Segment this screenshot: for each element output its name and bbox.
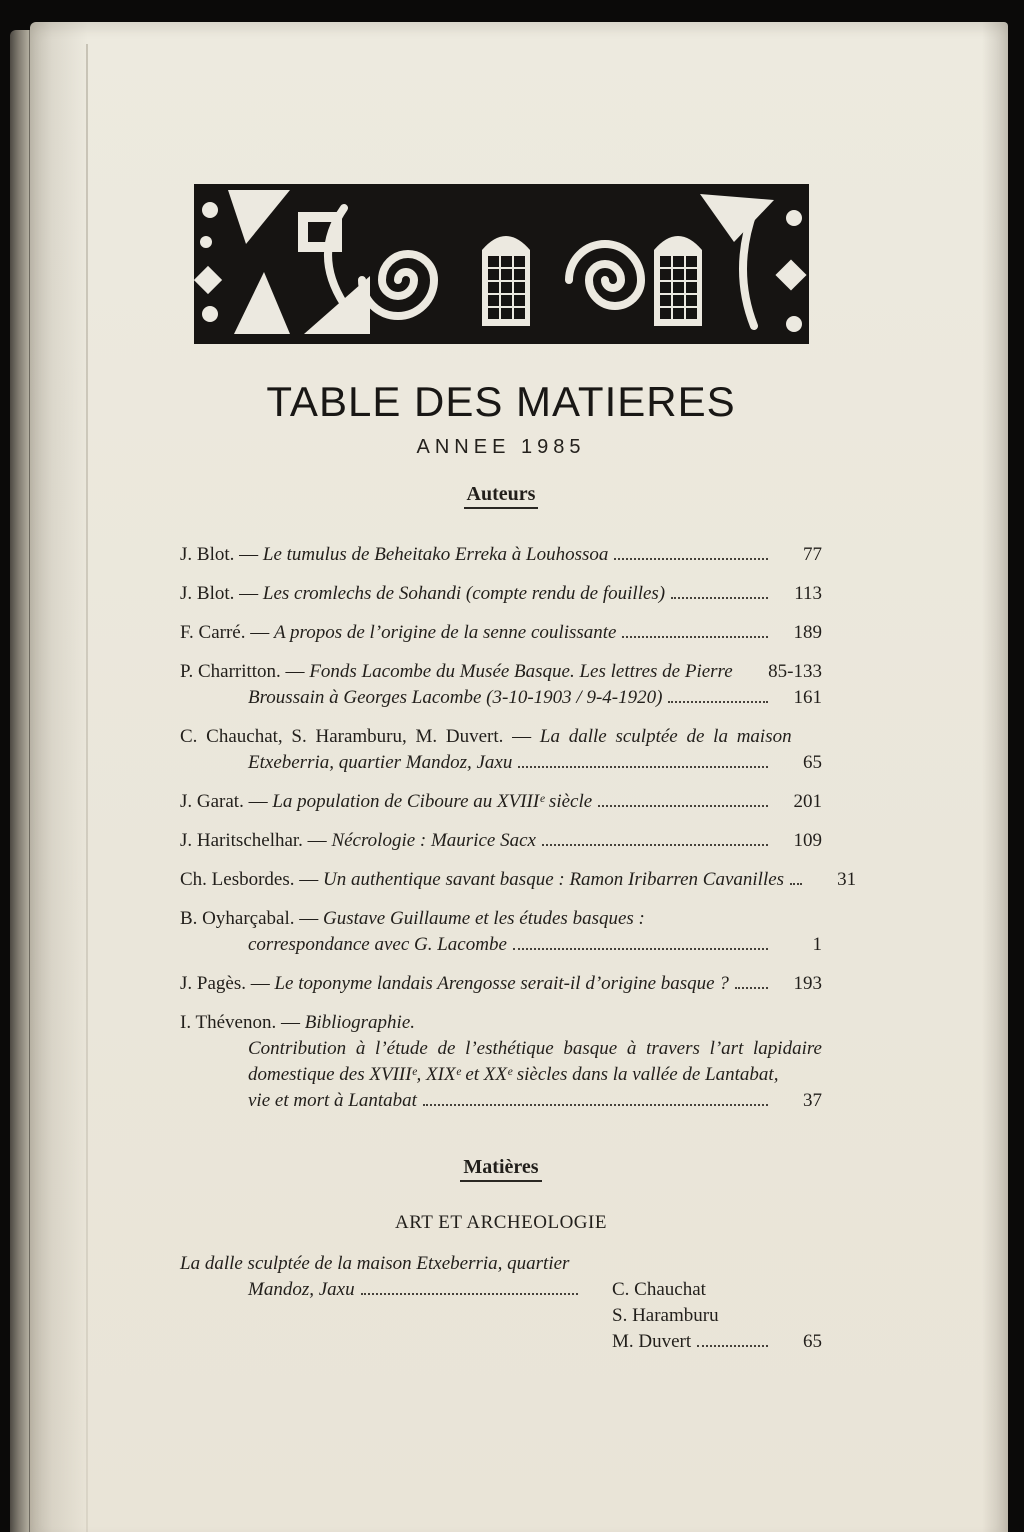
matieres-heading: Matières xyxy=(180,1156,822,1182)
toc-entry xyxy=(180,1010,822,1114)
entry-author: C. Chauchat, S. Haramburu, M. Duvert. — xyxy=(180,726,540,747)
entry-page-number: 77 xyxy=(803,544,822,565)
dot-leader xyxy=(513,945,768,950)
book-page xyxy=(30,22,1008,1532)
entry-title: Bibliographie. xyxy=(304,1012,416,1033)
dot-leader xyxy=(735,984,768,989)
dot-leader xyxy=(518,763,768,768)
page-edge-stack xyxy=(10,30,30,1532)
basque-frieze-icon xyxy=(194,184,809,344)
entry-author: J. Pagès. — xyxy=(180,973,275,994)
dot-leader xyxy=(614,555,768,560)
dot-leader xyxy=(668,698,768,703)
entry-page-number: 113 xyxy=(794,583,822,604)
entry-page-number: 65 xyxy=(803,752,822,773)
toc-auteurs-list xyxy=(180,542,857,1114)
entry-title: La dalle sculptée de la maison xyxy=(539,726,792,747)
entry-title: correspondance avec G. Lacombe xyxy=(248,934,507,955)
dot-leader xyxy=(361,1290,578,1295)
dot-leader xyxy=(671,594,768,599)
entry-title: Gustave Guillaume et les études basques : xyxy=(322,908,645,929)
entry-author: M. Duvert xyxy=(612,1331,692,1352)
entry-page-number: 193 xyxy=(793,973,822,994)
entry-title: Nécrologie : Maurice Sacx xyxy=(331,830,536,851)
entry-author: P. Charritton. — xyxy=(180,661,310,682)
entry-author: J. Blot. — xyxy=(180,583,263,604)
toc-entry xyxy=(180,828,822,854)
entry-title: Le tumulus de Beheitako Erreka à Louhossoa xyxy=(262,544,609,565)
entry-title: Fonds Lacombe du Musée Basque. Les lettres de Pierre xyxy=(309,661,733,682)
dot-leader xyxy=(423,1101,768,1106)
toc-entry xyxy=(180,542,822,568)
entry-author: F. Carré. — xyxy=(180,622,274,643)
entry-title: Le toponyme landais Arengosse serait-il d’origine basque ? xyxy=(274,973,729,994)
entry-author: J. Garat. — xyxy=(180,791,273,812)
entry-title: Un authentique savant basque : Ramon Iribarren Cavanilles xyxy=(323,869,785,890)
dot-leader xyxy=(790,880,802,885)
entry-title: Broussain à Georges Lacombe (3-10-1903 / 9-4-1920) xyxy=(248,687,663,708)
toc-entry xyxy=(180,659,822,711)
entry-author: S. Haramburu xyxy=(612,1305,719,1326)
page-title: TABLE DES MATIERES xyxy=(266,378,736,425)
entry-title: La population de Ciboure au XVIIIᵉ siècle xyxy=(272,791,593,812)
toc-entry xyxy=(180,789,822,815)
toc-entry xyxy=(180,581,822,607)
category-art-archeologie: ART ET ARCHEOLOGIE xyxy=(395,1212,607,1233)
binding-fold xyxy=(86,44,88,1532)
entry-page-number: 65 xyxy=(803,1331,822,1352)
entry-page-number: 85-133 xyxy=(768,661,822,682)
entry-page-number: 1 xyxy=(812,934,822,955)
entry-page-number: 201 xyxy=(793,791,822,812)
toc-entry xyxy=(180,867,857,893)
dot-leader xyxy=(598,802,768,807)
entry-page-number: 109 xyxy=(793,830,822,851)
entry-title: Contribution à l’étude de l’esthétique basque à travers l’art lapidaire domestique des XVIIIᵉ, XIXᵉ et XXᵉ siècles dans la vallée de Lantabat, xyxy=(248,1038,822,1085)
year-subtitle: ANNEE 1985 xyxy=(416,436,586,458)
toc-entry xyxy=(180,971,822,997)
entry-title: Etxeberria, quartier Mandoz, Jaxu xyxy=(248,752,513,773)
entry-author: J. Blot. — xyxy=(180,544,263,565)
entry-page-number: 189 xyxy=(793,622,822,643)
entry-author: I. Thévenon. — xyxy=(180,1012,305,1033)
entry-author: C. Chauchat xyxy=(612,1279,706,1300)
toc-entry xyxy=(180,906,822,958)
matieres-entry xyxy=(180,1251,822,1355)
entry-page-number: 31 xyxy=(837,869,857,890)
entry-title: vie et mort à Lantabat xyxy=(248,1090,417,1111)
entry-author: J. Haritschelhar. — xyxy=(180,830,332,851)
entry-author: Ch. Lesbordes. — xyxy=(180,869,324,890)
entry-title: A propos de l’origine de la senne coulissante xyxy=(274,622,617,643)
entry-page-number: 161 xyxy=(793,687,822,708)
entry-title: Les cromlechs de Sohandi (compte rendu de fouilles) xyxy=(262,583,666,604)
dot-leader xyxy=(697,1342,768,1347)
toc-entry xyxy=(180,724,822,776)
dot-leader xyxy=(622,633,768,638)
page-content xyxy=(180,22,857,1532)
toc-entry xyxy=(180,620,822,646)
dot-leader xyxy=(542,841,768,846)
entry-page-number: 37 xyxy=(803,1090,822,1111)
entry-title: Mandoz, Jaxu xyxy=(248,1279,355,1300)
entry-author: B. Oyharçabal. — xyxy=(180,908,323,929)
auteurs-heading: Auteurs xyxy=(180,483,822,509)
entry-title: La dalle sculptée de la maison Etxeberria, quartier xyxy=(180,1253,570,1274)
